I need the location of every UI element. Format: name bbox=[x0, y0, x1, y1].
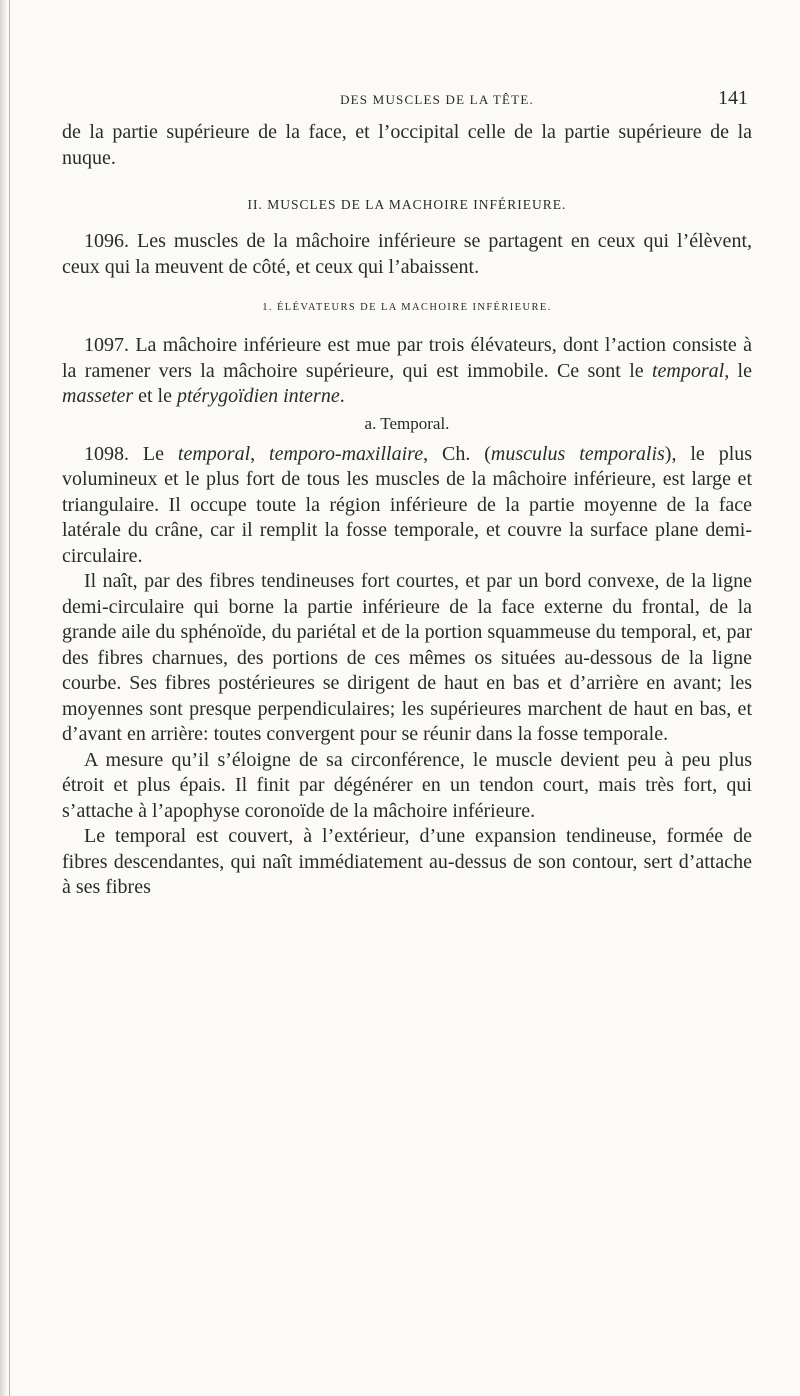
paragraph-couvert: Le temporal est couvert, à l’extérieur, d’une expansion tendineuse, formée de fibres descendantes, qui naît immédiatement au-dessus de son contour, sert d’attache à ses fibres bbox=[62, 825, 752, 898]
paragraph-number: 1096. bbox=[84, 230, 129, 252]
paragraph-number: 1098. bbox=[84, 442, 129, 465]
paragraph-1097 bbox=[62, 333, 752, 410]
paragraph-1098 bbox=[62, 442, 752, 570]
term-italic: ptérygoïdien interne bbox=[176, 385, 340, 407]
page-number: 141 bbox=[718, 87, 748, 109]
running-head bbox=[62, 87, 752, 120]
subsubsection-heading: a. Temporal. bbox=[364, 413, 450, 433]
paragraph-continuation: de la partie supérieure de la face, et l’occipital celle de la partie supérieure de la nuque. bbox=[62, 121, 752, 169]
term-italic: masseter bbox=[62, 385, 134, 407]
paragraph-text: , bbox=[250, 442, 270, 465]
gutter-line bbox=[9, 0, 10, 1396]
term-italic: temporal bbox=[651, 359, 725, 382]
paragraph-mesure: A mesure qu’il s’éloigne de sa circonférence, le muscle devient peu à peu plus étroit et plus épais. Il finit par dégénérer en un tendon court, mais très fort, qui s’attache à l’apophyse coronoïde de la mâchoire inférieure. bbox=[62, 748, 752, 822]
paragraph-number: 1097. bbox=[84, 334, 129, 356]
paragraph-text: , le bbox=[724, 359, 752, 382]
paragraph-nait: Il naît, par des fibres tendineuses fort courtes, et par un bord convexe, de la ligne demi-circulaire qui borne la partie inférieure de la face externe du frontal, de la grande aile du sphénoïde, du pariétal et de la portion squammeuse du temporal, et, par des fibres charnues, des portions de ces mêmes os situées au-dessous de la ligne courbe. Ses fibres postérieures se dirigent de haut en bas et d’arrière en avant; les moyennes sont presque perpendiculaires; les supérieures marchent de haut en bas, et d’avant en arrière: toutes convergent pour se réunir dans la fosse temporale. bbox=[62, 570, 752, 745]
term-italic: temporo-maxillaire bbox=[269, 442, 424, 465]
paragraph-text: ), le plus volumineux et le plus fort de tous les muscles de la mâchoire inférieure, est large et triangulaire. Il occupe toute la région inférieure de la partie moyenne de la face latérale du crâne, car il remplit la fosse temporale, et couvre la surface plane demi-circulaire. bbox=[62, 442, 753, 567]
paragraph-text: La mâchoire inférieure est mue par trois élévateurs, dont l’action consiste à la ramener vers la mâchoire supérieure, qui est immobile. Ce sont le bbox=[62, 334, 752, 382]
paragraph-1096 bbox=[62, 229, 752, 280]
paragraph-text: et le bbox=[133, 385, 177, 407]
page-edge bbox=[0, 0, 6, 1396]
paragraph-text: Le bbox=[129, 442, 178, 465]
subsection-heading: 1. ÉLÉVATEURS DE LA MACHOIRE INFÉRIEURE. bbox=[262, 302, 552, 313]
paragraph-text: Les muscles de la mâchoire inférieure se partagent en ceux qui l’élèvent, ceux qui la meuvent de côté, et ceux qui l’abaissent. bbox=[62, 230, 752, 278]
paragraph-text: , Ch. ( bbox=[423, 442, 491, 465]
paragraph-text: . bbox=[339, 385, 345, 407]
term-italic: musculus temporalis bbox=[490, 442, 665, 465]
running-head-title: DES MUSCLES DE LA TÊTE. bbox=[340, 92, 534, 107]
term-italic: temporal bbox=[177, 442, 251, 465]
page-content bbox=[62, 87, 753, 901]
section-heading: II. MUSCLES DE LA MACHOIRE INFÉRIEURE. bbox=[247, 197, 567, 212]
